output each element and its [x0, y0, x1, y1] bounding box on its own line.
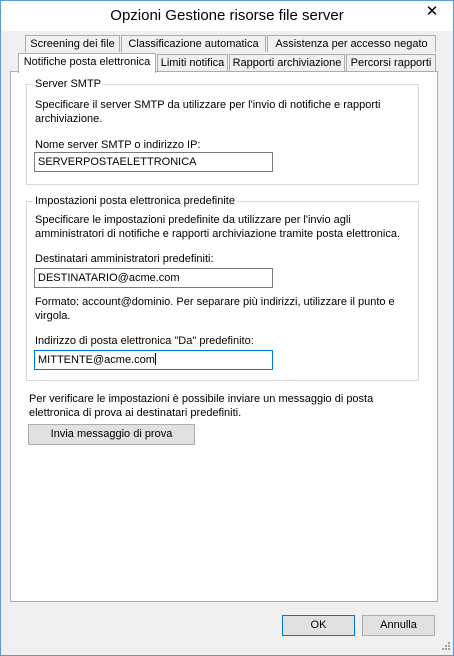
admin-recipients-input[interactable]: DESTINATARIO@acme.com [34, 268, 273, 288]
ok-button[interactable]: OK [282, 615, 355, 636]
title-bar[interactable] [1, 1, 453, 31]
email-group-legend: Impostazioni posta elettronica predefinite [35, 195, 235, 207]
test-message-description: Per verificare le impostazioni è possibile inviare un messaggio di posta elettronica di prova ai destinatari predefiniti. [29, 393, 374, 419]
email-format-note: Formato: account@dominio. Per separare più indirizzi, utilizzare il punto e virgola. [35, 296, 395, 322]
send-test-message-button[interactable]: Invia messaggio di prova [28, 424, 195, 445]
tab-rapporti-archiviazione[interactable]: Rapporti archiviazione [229, 54, 345, 71]
smtp-server-input[interactable]: SERVERPOSTAELETTRONICA [34, 152, 273, 172]
admin-recipients-label: Destinatari amministratori predefiniti: [35, 253, 214, 265]
from-address-input[interactable] [34, 350, 273, 370]
from-address-value: MITTENTE@acme.com [38, 354, 155, 366]
window-title: Opzioni Gestione risorse file server [110, 7, 344, 24]
tab-classificazione-automatica[interactable]: Classificazione automatica [121, 35, 266, 52]
tab-screening-file[interactable]: Screening dei file [25, 35, 120, 52]
cancel-button[interactable]: Annulla [362, 615, 435, 636]
email-settings-description: Specificare le impostazioni predefinite da utilizzare per l'invio agli amministratori di notifiche e rapporti archiviazione tramite posta elettronica. [35, 214, 400, 240]
smtp-description: Specificare il server SMTP da utilizzare per l'invio di notifiche e rapporti archiviazione. [35, 99, 381, 125]
close-button[interactable] [417, 2, 447, 22]
from-address-label: Indirizzo di posta elettronica "Da" predefinito: [35, 335, 254, 347]
smtp-group-legend: Server SMTP [35, 78, 102, 90]
close-icon: ✕ [425, 3, 439, 20]
tab-panel [10, 71, 438, 602]
text-caret [155, 353, 156, 365]
resize-grip-icon[interactable] [439, 641, 451, 653]
tab-notifiche-posta-elettronica[interactable]: Notifiche posta elettronica [18, 53, 156, 73]
tab-limiti-notifica[interactable]: Limiti notifica [157, 54, 228, 71]
smtp-server-label: Nome server SMTP o indirizzo IP: [35, 139, 201, 151]
tab-percorsi-rapporti[interactable]: Percorsi rapporti [346, 54, 436, 71]
tab-assistenza-accesso-negato[interactable]: Assistenza per accesso negato [267, 35, 436, 52]
